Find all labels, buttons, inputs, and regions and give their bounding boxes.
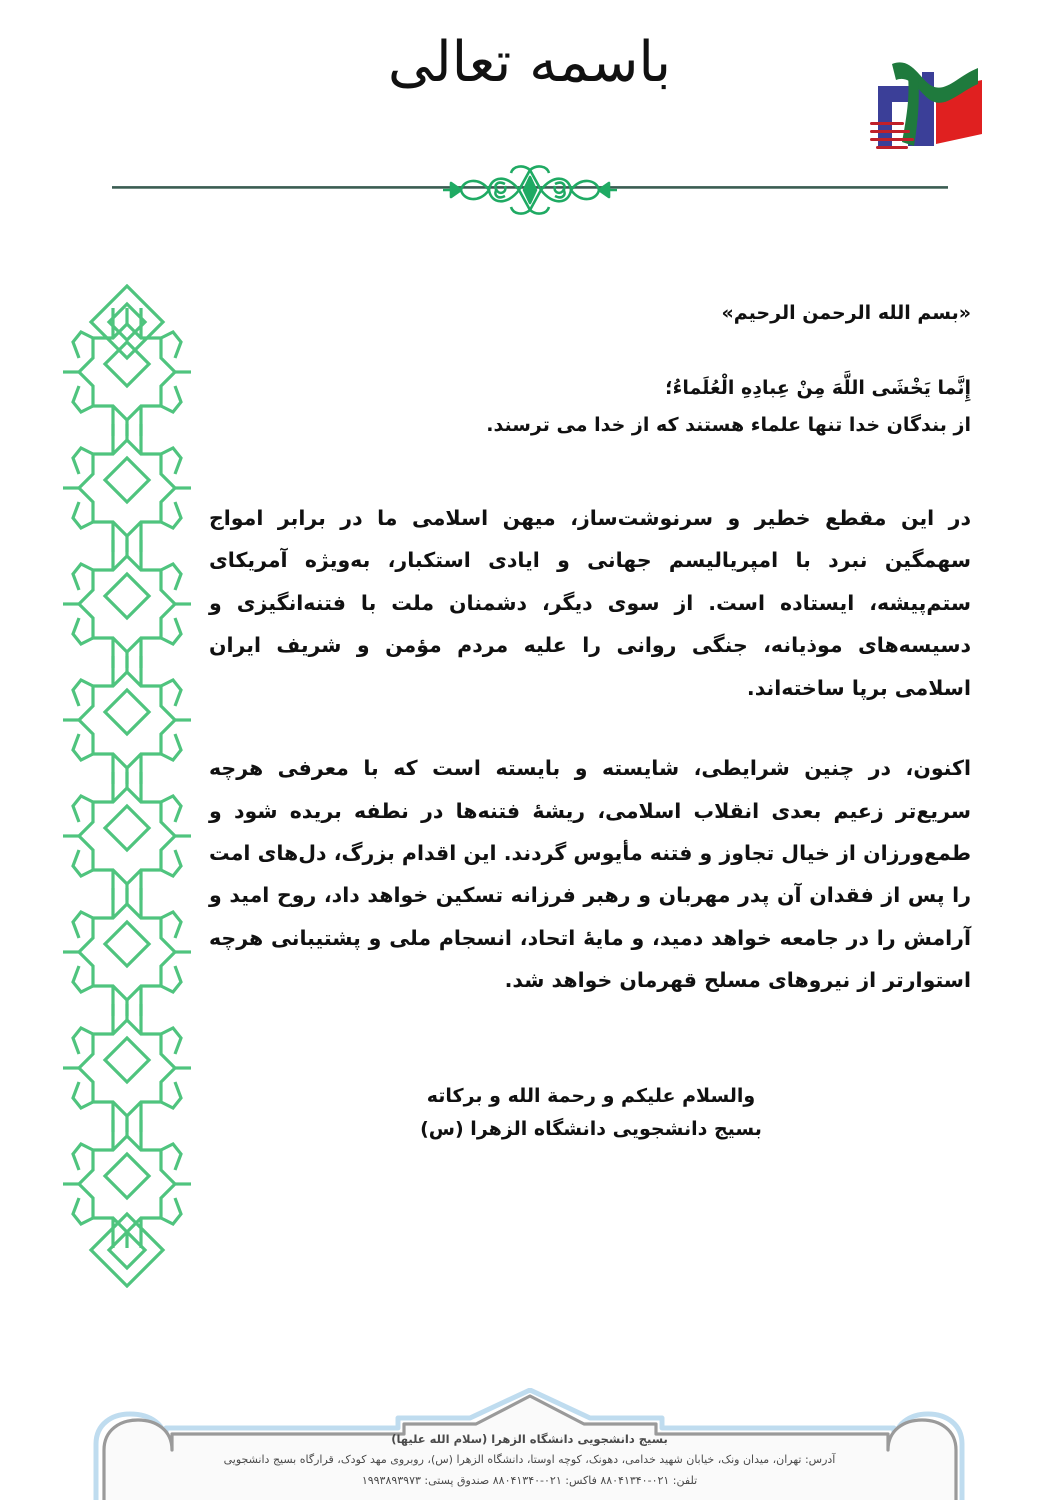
quran-verse-block bbox=[209, 372, 971, 441]
islamic-girih-star-pattern bbox=[38, 284, 216, 1288]
arabesque-medallion-icon bbox=[435, 164, 625, 216]
signature-salutation: والسلام علیکم و رحمة الله و برکاته bbox=[426, 1084, 756, 1107]
basij-student-alzahra-logo bbox=[862, 46, 994, 164]
letter-body bbox=[209, 280, 971, 1146]
signature-organization: بسیج دانشجویی دانشگاه الزهرا (س) bbox=[420, 1117, 762, 1140]
signature-block bbox=[311, 1080, 871, 1147]
footer-address: آدرس: تهران، میدان ونک، خیابان شهید خدامی، دهونک، کوچه اوستا، دانشگاه الزهرا (س)، روبروی مهد کودک، قرارگاه بسیج دانشجویی bbox=[223, 1453, 836, 1467]
verse-arabic-text: إِنَّما يَخْشَى اللَّهَ مِنْ عِبادِهِ الْعُلَماءُ؛ bbox=[665, 377, 971, 400]
footer-phone-fax-postal: تلفن: ۰۲۱-۸۸۰۴۱۳۴۰ فاکس: ۰۲۱-۸۸۰۴۱۳۴۰ صندوق پستی: ۱۹۹۳۸۹۳۹۷۳ bbox=[361, 1474, 698, 1488]
header-divider bbox=[0, 174, 1059, 230]
basmala-calligraphy: باسمه تعالی bbox=[387, 30, 672, 95]
body-paragraph-2: اکنون، در چنین شرایطی، شایسته و بایسته است که با معرفی هرچه سریع‌تر زعیم بعدی انقلاب اسلامی، ریشهٔ فتنه‌ها در نطفه بریده شود و طمع‌ورزان از خیال تجاوز و فتنه مأیوس گردند. این اقدام بزرگ، دل‌های امت را پس از فقدان آن پدر مهربان و رهبر فرزانه تسکین خواهد داد، روح امید و آرامش را در جامعه خواهد دمید، و مایهٔ اتحاد، انسجام ملی و پشتیبانی هرچه استوارتر از نیروهای مسلح قهرمان خواهد شد. bbox=[209, 756, 971, 993]
verse-translation-text: از بندگان خدا تنها علماء هستند که از خدا می ترسند. bbox=[486, 413, 971, 436]
bismillah-text: «بسم الله الرحمن الرحیم» bbox=[721, 302, 971, 324]
footer-organization: بسیج دانشجویی دانشگاه الزهرا (سلام الله علیها) bbox=[391, 1431, 668, 1446]
letterhead-header bbox=[0, 0, 1059, 180]
body-paragraph-1: در این مقطع خطیر و سرنوشت‌ساز، میهن اسلامی ما در برابر امواج سهمگین نبرد با امپریالیسم جهانی و ایادی استکبار، به‌ویژه آمریکای ستم‌پیشه، ایستاده است. از سوی دیگر، دشمنان ملت با فتنه‌انگیزی و دسیسه‌های موذیانه، جنگی روانی را علیه مردم مؤمن و شریف ایران اسلامی برپا ساخته‌اند. bbox=[209, 505, 971, 700]
footer-contact-info bbox=[0, 1429, 1059, 1492]
letterhead-footer bbox=[0, 1388, 1059, 1500]
